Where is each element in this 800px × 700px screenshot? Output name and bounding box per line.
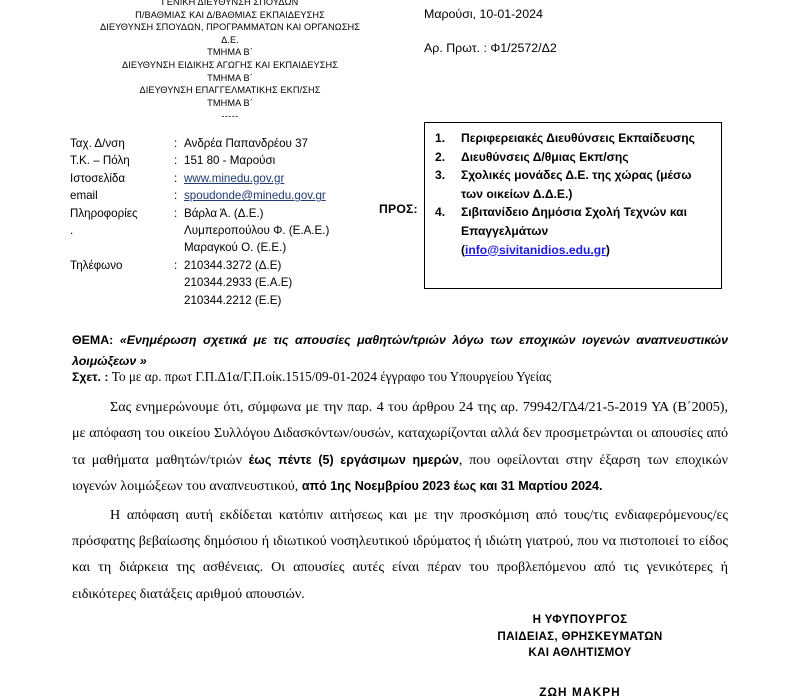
contact-colon	[174, 239, 184, 256]
paragraph1-part1: Σας ενημερώνουμε ότι, σύμφωνα με την παρ. 4 του άρθρου 24 της αρ. 79942/ΓΔ4/21-5-2019 ΥΑ (Β΄2005), με απόφαση του οικείου Συλλόγου Διδασκόντων/ουσών, καταχωρίζονται αλλά δεν προσμετρώνται οι απουσίες από τα μαθήματα μαθητών/τριών	[72, 399, 728, 468]
paragraph1-bold1: έως πέντε (5) εργάσιμων ημερών	[248, 452, 459, 467]
recipients-box	[424, 122, 722, 289]
body-paragraph-1	[72, 394, 728, 500]
masthead-line-1: ΓΕΝΙΚΗ ΔΙΕΥΘΥΝΣΗ ΣΠΟΥΔΩΝ	[161, 0, 299, 7]
reference-text: Το με αρ. πρωτ Γ.Π.Δ1α/Γ.Π.οίκ.1515/09-01-2024 έγγραφο του Υπουργείου Υγείας	[111, 369, 552, 384]
contact-key: Ταχ. Δ/νση	[70, 137, 125, 150]
contact-colon: :	[174, 137, 178, 150]
recipient-text: Σιβιτανίδειο Δημόσια Σχολή Τεχνών και Επαγγελμάτων	[461, 205, 687, 238]
contact-key: Τηλέφωνο	[70, 258, 123, 272]
contact-value	[184, 187, 329, 204]
contact-value: Μαραγκού Ο. (Ε.Ε.)	[184, 241, 287, 255]
contact-key	[70, 292, 174, 309]
recipient-text: Περιφερειακές Διευθύνσεις Εκπαίδευσης	[461, 131, 695, 145]
contact-value: Βάρλα Ά. (Δ.Ε.)	[184, 206, 264, 220]
contact-key	[70, 274, 174, 291]
table-row	[70, 257, 329, 274]
contact-value	[184, 170, 329, 187]
masthead-line-9: ΤΜΗΜΑ Β΄	[207, 97, 253, 108]
recipient-text: Διευθύνσεις Δ/θμιας Εκπ/σης	[461, 149, 629, 164]
protocol-number: Αρ. Πρωτ. : Φ1/2572/Δ2	[424, 41, 557, 55]
contact-colon: :	[174, 154, 178, 168]
contact-colon: :	[174, 206, 178, 220]
table-row	[70, 222, 329, 239]
masthead-line-6: ΔΙΕΥΘΥΝΣΗ ΕΙΔΙΚΗΣ ΑΓΩΓΗΣ ΚΑΙ ΕΚΠΑΙΔΕΥΣΗΣ	[121, 59, 339, 70]
body-paragraph-2: Η απόφαση αυτή εκδίδεται κατόπιν αιτήσεως και με την προσκόμιση από τους/τις ενδιαφερόμενους/ες πρόσφατης βεβαίωσης δημόσιου ή ιδιωτικού νοσηλευτικού ιδρύματος ή ιδιώτη γιατρού, που να πιστοποιεί το είδος και τη διάρκεια της ασθένειας. Οι απουσίες αυτές είναι πέραν του προβλεπόμενου από τις γενικότερες ή ειδικότερες διατάξεις αριθμού απουσιών.	[72, 506, 728, 602]
contact-value: Ανδρέα Παπανδρέου 37	[184, 137, 308, 150]
signature-title-line-1: Η ΥΦΥΠΟΥΡΓΟΣ	[532, 613, 628, 626]
recipients-list	[435, 129, 713, 259]
masthead-line-3: ΔΙΕΥΘΥΝΣΗ ΣΠΟΥΔΩΝ, ΠΡΟΓΡΑΜΜΑΤΩΝ ΚΑΙ ΟΡΓΑΝΩΣΗΣ	[99, 22, 361, 33]
subject-text: «Ενημέρωση σχετικά με τις απουσίες μαθητών/τριών λόγω των εποχικών ιογενών αναπνευστικών λοιμώξεων »	[72, 333, 728, 368]
sivitanidios-email-link[interactable]: info@sivitanidios.edu.gr	[465, 242, 606, 257]
contact-key	[70, 239, 174, 256]
email-link[interactable]: spoudonde@minedu.gov.gr	[184, 189, 326, 203]
contact-colon	[174, 274, 184, 291]
contact-key: Πληροφορίες	[70, 206, 138, 220]
signature-title-line-3: ΚΑΙ ΑΘΛΗΤΙΣΜΟΥ	[528, 646, 632, 660]
table-row	[70, 170, 329, 187]
contact-colon: :	[174, 171, 178, 185]
signature-title-line-2: ΠΑΙΔΕΙΑΣ, ΘΡΗΣΚΕΥΜΑΤΩΝ	[497, 629, 663, 643]
contact-colon	[174, 222, 184, 239]
list-item	[461, 148, 713, 167]
reference-colon: :	[104, 370, 109, 384]
contact-colon: :	[174, 258, 178, 272]
signatory-name: ΖΩΗ ΜΑΚΡΗ	[539, 684, 621, 699]
masthead-line-4: Δ.Ε.	[221, 34, 239, 45]
contact-key: .	[70, 224, 74, 238]
subject-label: ΘΕΜΑ:	[72, 333, 114, 347]
contact-value: 210344.2212 (Ε.Ε)	[184, 293, 282, 307]
contact-key: Ιστοσελίδα	[70, 171, 126, 185]
contact-colon: :	[174, 189, 178, 203]
contact-value: Λυμπεροπούλου Φ. (Ε.Α.Ε.)	[184, 224, 330, 238]
document-body	[72, 394, 728, 609]
contact-colon	[174, 292, 184, 309]
list-item: Σιβιτανίδειο Δημόσια Σχολή Τεχνών και Επαγγελμάτων (info@sivitanidios.edu.gr)	[461, 205, 687, 257]
signature-block	[430, 612, 730, 700]
contact-value: 151 80 - Μαρούσι	[184, 154, 276, 168]
masthead-line-7: ΤΜΗΜΑ Β΄	[207, 72, 253, 83]
recipient-text: Σχολικές μονάδες Δ.Ε. της χώρας (μέσω των οικείων Δ.Δ.Ε.)	[461, 168, 692, 201]
ministry-masthead	[60, 0, 400, 123]
recipients-label: ΠΡΟΣ:	[379, 202, 418, 216]
reference-line	[72, 368, 728, 386]
contact-value: 210344.2933 (Ε.Α.Ε)	[184, 276, 293, 290]
table-row	[70, 239, 329, 256]
masthead-separator: -----	[221, 111, 239, 122]
table-row	[70, 205, 329, 222]
table-row	[70, 187, 329, 204]
contact-value: 210344.3272 (Δ.Ε)	[184, 258, 282, 272]
list-item	[461, 166, 713, 203]
paragraph1-part2: , που οφείλονται στην έξαρση των εποχικών ιογενών λοιμώξεων του αναπνευστικού,	[72, 451, 728, 495]
table-row	[70, 274, 329, 291]
reference-label: Σχετ.	[72, 370, 101, 384]
table-row	[70, 152, 329, 169]
contact-key: email	[70, 189, 98, 203]
masthead-line-2: Π/ΒΑΘΜΙΑΣ ΚΑΙ Δ/ΒΑΘΜΙΑΣ ΕΚΠΑΙΔΕΥΣΗΣ	[135, 9, 325, 20]
table-row	[70, 292, 329, 309]
table-row	[70, 135, 329, 152]
subject-line	[72, 330, 728, 371]
contact-key: Τ.Κ. – Πόλη	[70, 154, 130, 168]
list-item	[461, 129, 713, 148]
masthead-line-5: ΤΜΗΜΑ Β΄	[207, 47, 253, 58]
masthead-line-8: ΔΙΕΥΘΥΝΣΗ ΕΠΑΓΓΕΛΜΑΤΙΚΗΣ ΕΚΠ/ΣΗΣ	[139, 85, 321, 96]
document-date: Μαρούσι, 10-01-2024	[424, 7, 543, 21]
website-link[interactable]: www.minedu.gov.gr	[184, 171, 285, 185]
paragraph1-bold2: από 1ης Νοεμβρίου 2023 έως και 31 Μαρτίου 2024.	[301, 479, 603, 494]
contact-details-table	[70, 135, 329, 309]
